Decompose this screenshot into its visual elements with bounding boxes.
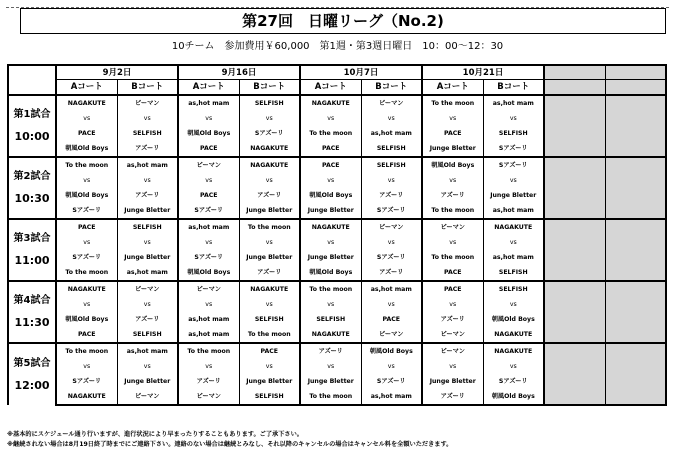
- match-label: [8, 157, 56, 219]
- team-cell: NAGAKUTE: [300, 219, 361, 235]
- date-header: 9月2日: [56, 65, 178, 80]
- empty-column: [605, 111, 666, 126]
- vs-cell: vs: [239, 297, 300, 312]
- team-cell: Sアズーリ: [178, 250, 239, 265]
- referee-cell: Sアズーリ: [178, 203, 239, 219]
- referee-cell: To the moon: [300, 389, 361, 405]
- empty-column: [544, 359, 605, 374]
- empty-column: [605, 203, 666, 219]
- team-cell: Sアズーリ: [483, 374, 544, 389]
- team-cell: 朝風Old Boys: [483, 312, 544, 327]
- vs-cell: vs: [361, 111, 422, 126]
- vs-cell: vs: [56, 235, 117, 250]
- referee-cell: SELFISH: [117, 327, 178, 343]
- team-cell: PACE: [239, 343, 300, 359]
- referee-cell: アズーリ: [239, 265, 300, 281]
- vs-cell: vs: [483, 297, 544, 312]
- referee-cell: To the moon: [239, 327, 300, 343]
- referee-cell: NAGAKUTE: [483, 327, 544, 343]
- team-cell: NAGAKUTE: [56, 95, 117, 111]
- match-5-row: [8, 359, 666, 374]
- match-time: 11:30: [14, 316, 50, 329]
- vs-cell: vs: [422, 111, 483, 126]
- match-1-row: [8, 141, 666, 157]
- referee-cell: SELFISH: [483, 265, 544, 281]
- empty-column: [544, 343, 605, 359]
- empty-column: [544, 235, 605, 250]
- match-3-row: [8, 265, 666, 281]
- team-cell: SELFISH: [300, 312, 361, 327]
- team-cell: SELFISH: [239, 95, 300, 111]
- team-cell: ピーマン: [117, 281, 178, 297]
- date-header: 9月16日: [178, 65, 300, 80]
- empty-column: [605, 126, 666, 141]
- vs-cell: vs: [483, 111, 544, 126]
- team-cell: as,hot mam: [178, 219, 239, 235]
- match-4-row: [8, 281, 666, 297]
- team-cell: アズーリ: [239, 188, 300, 203]
- team-cell: as,hot mam: [361, 126, 422, 141]
- team-cell: as,hot mam: [483, 95, 544, 111]
- vs-cell: vs: [300, 173, 361, 188]
- match-3-row: [8, 235, 666, 250]
- match-time: 10:30: [14, 192, 50, 205]
- empty-column: [544, 250, 605, 265]
- team-cell: アズーリ: [361, 188, 422, 203]
- referee-cell: Sアズーリ: [361, 203, 422, 219]
- empty-column: [605, 219, 666, 235]
- court-b-header: Bコート: [117, 80, 178, 96]
- match-4-row: [8, 297, 666, 312]
- vs-cell: vs: [239, 359, 300, 374]
- empty-column: [605, 297, 666, 312]
- match-4-row: [8, 327, 666, 343]
- team-cell: as,hot mam: [117, 343, 178, 359]
- match-time: 11:00: [14, 254, 50, 267]
- empty-column: [605, 141, 666, 157]
- vs-cell: vs: [56, 173, 117, 188]
- team-cell: アズーリ: [422, 312, 483, 327]
- team-cell: PACE: [56, 126, 117, 141]
- team-cell: To the moon: [300, 281, 361, 297]
- referee-cell: NAGAKUTE: [300, 327, 361, 343]
- empty-column: [544, 173, 605, 188]
- match-number: 第3試合: [13, 233, 51, 244]
- vs-cell: vs: [117, 111, 178, 126]
- vs-cell: vs: [422, 173, 483, 188]
- vs-cell: vs: [422, 359, 483, 374]
- team-cell: ピーマン: [422, 343, 483, 359]
- match-1-row: [8, 95, 666, 111]
- referee-cell: Junge Bletter: [422, 141, 483, 157]
- team-cell: Junge Bletter: [422, 374, 483, 389]
- team-cell: PACE: [178, 188, 239, 203]
- vs-cell: vs: [178, 173, 239, 188]
- team-cell: NAGAKUTE: [56, 281, 117, 297]
- team-cell: Junge Bletter: [239, 250, 300, 265]
- note-line: ※基本的にスケジュール通り行いますが、進行状況により早まったりすることもあります。ご了承下さい。: [7, 431, 303, 438]
- empty-column: [544, 203, 605, 219]
- team-cell: Sアズーリ: [56, 374, 117, 389]
- empty-column: [544, 126, 605, 141]
- team-cell: To the moon: [178, 343, 239, 359]
- team-cell: NAGAKUTE: [483, 219, 544, 235]
- empty-column: [544, 374, 605, 389]
- match-label: [8, 281, 56, 343]
- match-4-row: [8, 312, 666, 327]
- match-label: [8, 343, 56, 405]
- referee-cell: PACE: [300, 141, 361, 157]
- court-b-header: Bコート: [239, 80, 300, 96]
- court-header-row: [8, 80, 666, 96]
- date-header: 10月21日: [422, 65, 544, 80]
- team-cell: To the moon: [239, 219, 300, 235]
- vs-cell: vs: [178, 359, 239, 374]
- empty-column: [544, 157, 605, 173]
- referee-cell: アズーリ: [361, 265, 422, 281]
- team-cell: ピーマン: [361, 219, 422, 235]
- team-cell: アズーリ: [117, 188, 178, 203]
- team-cell: Sアズーリ: [56, 250, 117, 265]
- schedule-body: [8, 65, 666, 405]
- schedule-table: [7, 64, 667, 406]
- page-title: 第27回 日曜リーグ（No.2): [20, 8, 666, 34]
- team-cell: To the moon: [56, 343, 117, 359]
- team-cell: SELFISH: [117, 126, 178, 141]
- vs-cell: vs: [239, 111, 300, 126]
- vs-cell: vs: [117, 235, 178, 250]
- match-1-row: [8, 126, 666, 141]
- team-cell: NAGAKUTE: [483, 343, 544, 359]
- referee-cell: To the moon: [422, 203, 483, 219]
- referee-cell: アズーリ: [117, 141, 178, 157]
- match-label: [8, 219, 56, 281]
- vs-cell: vs: [178, 235, 239, 250]
- referee-cell: NAGAKUTE: [239, 141, 300, 157]
- empty-column: [605, 95, 666, 111]
- team-cell: as,hot mam: [361, 281, 422, 297]
- match-number: 第1試合: [13, 109, 51, 120]
- vs-cell: vs: [300, 111, 361, 126]
- empty-column: [605, 343, 666, 359]
- referee-cell: as,hot mam: [483, 203, 544, 219]
- empty-column: [544, 219, 605, 235]
- referee-cell: as,hot mam: [117, 265, 178, 281]
- court-a-header: Aコート: [56, 80, 117, 96]
- team-cell: ピーマン: [422, 219, 483, 235]
- referee-cell: To the moon: [56, 265, 117, 281]
- match-3-row: [8, 250, 666, 265]
- referee-cell: NAGAKUTE: [56, 389, 117, 405]
- team-cell: NAGAKUTE: [300, 95, 361, 111]
- team-cell: アズーリ: [117, 312, 178, 327]
- team-cell: 朝風Old Boys: [422, 157, 483, 173]
- referee-cell: Sアズーリ: [483, 141, 544, 157]
- match-number: 第5試合: [13, 357, 51, 369]
- vs-cell: vs: [178, 297, 239, 312]
- team-cell: as,hot mam: [483, 250, 544, 265]
- team-cell: PACE: [300, 157, 361, 173]
- team-cell: PACE: [422, 126, 483, 141]
- referee-cell: Junge Bletter: [300, 203, 361, 219]
- team-cell: ピーマン: [178, 157, 239, 173]
- empty-column: [605, 235, 666, 250]
- empty-column: [605, 157, 666, 173]
- vs-cell: vs: [483, 359, 544, 374]
- empty-column: [544, 188, 605, 203]
- team-cell: ピーマン: [361, 95, 422, 111]
- team-cell: SELFISH: [361, 157, 422, 173]
- court-b-header: Bコート: [483, 80, 544, 96]
- vs-cell: vs: [483, 235, 544, 250]
- referee-cell: 朝風Old Boys: [178, 265, 239, 281]
- match-2-row: [8, 157, 666, 173]
- team-cell: SELFISH: [239, 312, 300, 327]
- team-cell: Junge Bletter: [300, 374, 361, 389]
- empty-column: [605, 265, 666, 281]
- referee-cell: Junge Bletter: [117, 203, 178, 219]
- referee-cell: SELFISH: [361, 141, 422, 157]
- team-cell: To the moon: [56, 157, 117, 173]
- referee-cell: 朝風Old Boys: [300, 265, 361, 281]
- vs-cell: vs: [300, 297, 361, 312]
- match-2-row: [8, 188, 666, 203]
- date-header: 10月7日: [300, 65, 422, 80]
- vs-cell: vs: [483, 173, 544, 188]
- vs-cell: vs: [56, 111, 117, 126]
- empty-column: [605, 359, 666, 374]
- vs-cell: vs: [361, 359, 422, 374]
- empty-column: [605, 389, 666, 405]
- match-5-row: [8, 343, 666, 359]
- empty-column: [544, 389, 605, 405]
- notes: [7, 430, 452, 450]
- team-cell: Sアズーリ: [483, 157, 544, 173]
- match-number: 第4試合: [13, 295, 51, 306]
- team-cell: アズーリ: [300, 343, 361, 359]
- team-cell: Sアズーリ: [239, 126, 300, 141]
- vs-cell: vs: [239, 173, 300, 188]
- empty-column: [605, 250, 666, 265]
- vs-cell: vs: [239, 235, 300, 250]
- empty-column: [605, 374, 666, 389]
- empty-column: [544, 141, 605, 157]
- team-cell: as,hot mam: [178, 312, 239, 327]
- court-a-header: Aコート: [178, 80, 239, 96]
- team-cell: Sアズーリ: [361, 250, 422, 265]
- team-cell: To the moon: [422, 95, 483, 111]
- empty-column: [605, 188, 666, 203]
- vs-cell: vs: [300, 359, 361, 374]
- vs-cell: vs: [361, 235, 422, 250]
- vs-cell: vs: [117, 297, 178, 312]
- team-cell: Junge Bletter: [300, 250, 361, 265]
- match-2-row: [8, 203, 666, 219]
- team-cell: To the moon: [300, 126, 361, 141]
- match-time: 12:00: [14, 378, 50, 392]
- corner-cell: [8, 65, 56, 95]
- team-cell: Junge Bletter: [239, 374, 300, 389]
- referee-cell: PACE: [422, 265, 483, 281]
- vs-cell: vs: [422, 235, 483, 250]
- team-cell: 朝風Old Boys: [56, 188, 117, 203]
- court-b-header: Bコート: [361, 80, 422, 96]
- empty-column: [544, 265, 605, 281]
- referee-cell: 朝風Old Boys: [483, 389, 544, 405]
- league-info: 10チーム 参加費用￥60,000 第1週・第3週日曜日 10：00～12：30: [171, 41, 504, 52]
- team-cell: ピーマン: [178, 281, 239, 297]
- empty-column: [544, 65, 605, 80]
- empty-column: [605, 173, 666, 188]
- referee-cell: 朝風Old Boys: [56, 141, 117, 157]
- referee-cell: ピーマン: [361, 327, 422, 343]
- vs-cell: vs: [56, 297, 117, 312]
- empty-column: [605, 327, 666, 343]
- referee-cell: ピーマン: [422, 327, 483, 343]
- empty-column: [605, 65, 666, 80]
- team-cell: 朝風Old Boys: [56, 312, 117, 327]
- team-cell: 朝風Old Boys: [178, 126, 239, 141]
- vs-cell: vs: [178, 111, 239, 126]
- team-cell: 朝風Old Boys: [361, 343, 422, 359]
- referee-cell: Sアズーリ: [56, 203, 117, 219]
- match-2-row: [8, 173, 666, 188]
- empty-column: [544, 80, 605, 96]
- match-1-row: [8, 111, 666, 126]
- empty-column: [544, 111, 605, 126]
- empty-column: [605, 80, 666, 96]
- referee-cell: as,hot mam: [361, 389, 422, 405]
- team-cell: as,hot mam: [178, 95, 239, 111]
- match-time: 10:00: [14, 130, 50, 143]
- referee-cell: アズーリ: [422, 389, 483, 405]
- team-cell: SELFISH: [117, 219, 178, 235]
- team-cell: SELFISH: [483, 281, 544, 297]
- team-cell: NAGAKUTE: [239, 157, 300, 173]
- vs-cell: vs: [422, 297, 483, 312]
- team-cell: To the moon: [422, 250, 483, 265]
- empty-column: [544, 95, 605, 111]
- vs-cell: vs: [300, 235, 361, 250]
- date-header-row: [8, 65, 666, 80]
- team-cell: アズーリ: [178, 374, 239, 389]
- vs-cell: vs: [361, 297, 422, 312]
- team-cell: NAGAKUTE: [239, 281, 300, 297]
- team-cell: as,hot mam: [117, 157, 178, 173]
- empty-column: [544, 327, 605, 343]
- team-cell: アズーリ: [422, 188, 483, 203]
- referee-cell: ピーマン: [117, 389, 178, 405]
- team-cell: Junge Bletter: [117, 374, 178, 389]
- referee-cell: as,hot mam: [178, 327, 239, 343]
- vs-cell: vs: [56, 359, 117, 374]
- referee-cell: PACE: [56, 327, 117, 343]
- team-cell: Junge Bletter: [117, 250, 178, 265]
- team-cell: Sアズーリ: [361, 374, 422, 389]
- match-3-row: [8, 219, 666, 235]
- vs-cell: vs: [117, 359, 178, 374]
- match-number: 第2試合: [13, 171, 51, 182]
- empty-column: [544, 297, 605, 312]
- note-line: ※継続されない場合は8月19日終了時までにご連絡下さい。連絡のない場合は継続とみなし、それ以降のキャンセルの場合はキャンセル料を全額いただきます。: [7, 441, 453, 448]
- empty-column: [605, 281, 666, 297]
- team-cell: PACE: [361, 312, 422, 327]
- referee-cell: PACE: [178, 141, 239, 157]
- match-5-row: [8, 374, 666, 389]
- referee-cell: ピーマン: [178, 389, 239, 405]
- referee-cell: SELFISH: [239, 389, 300, 405]
- team-cell: SELFISH: [483, 126, 544, 141]
- team-cell: PACE: [422, 281, 483, 297]
- court-a-header: Aコート: [422, 80, 483, 96]
- team-cell: ピーマン: [117, 95, 178, 111]
- match-label: [8, 95, 56, 157]
- vs-cell: vs: [117, 173, 178, 188]
- referee-cell: Junge Bletter: [239, 203, 300, 219]
- match-5-row: [8, 389, 666, 405]
- empty-column: [605, 312, 666, 327]
- team-cell: 朝風Old Boys: [300, 188, 361, 203]
- empty-column: [544, 312, 605, 327]
- vs-cell: vs: [361, 173, 422, 188]
- team-cell: PACE: [56, 219, 117, 235]
- court-a-header: Aコート: [300, 80, 361, 96]
- team-cell: Junge Bletter: [483, 188, 544, 203]
- empty-column: [544, 281, 605, 297]
